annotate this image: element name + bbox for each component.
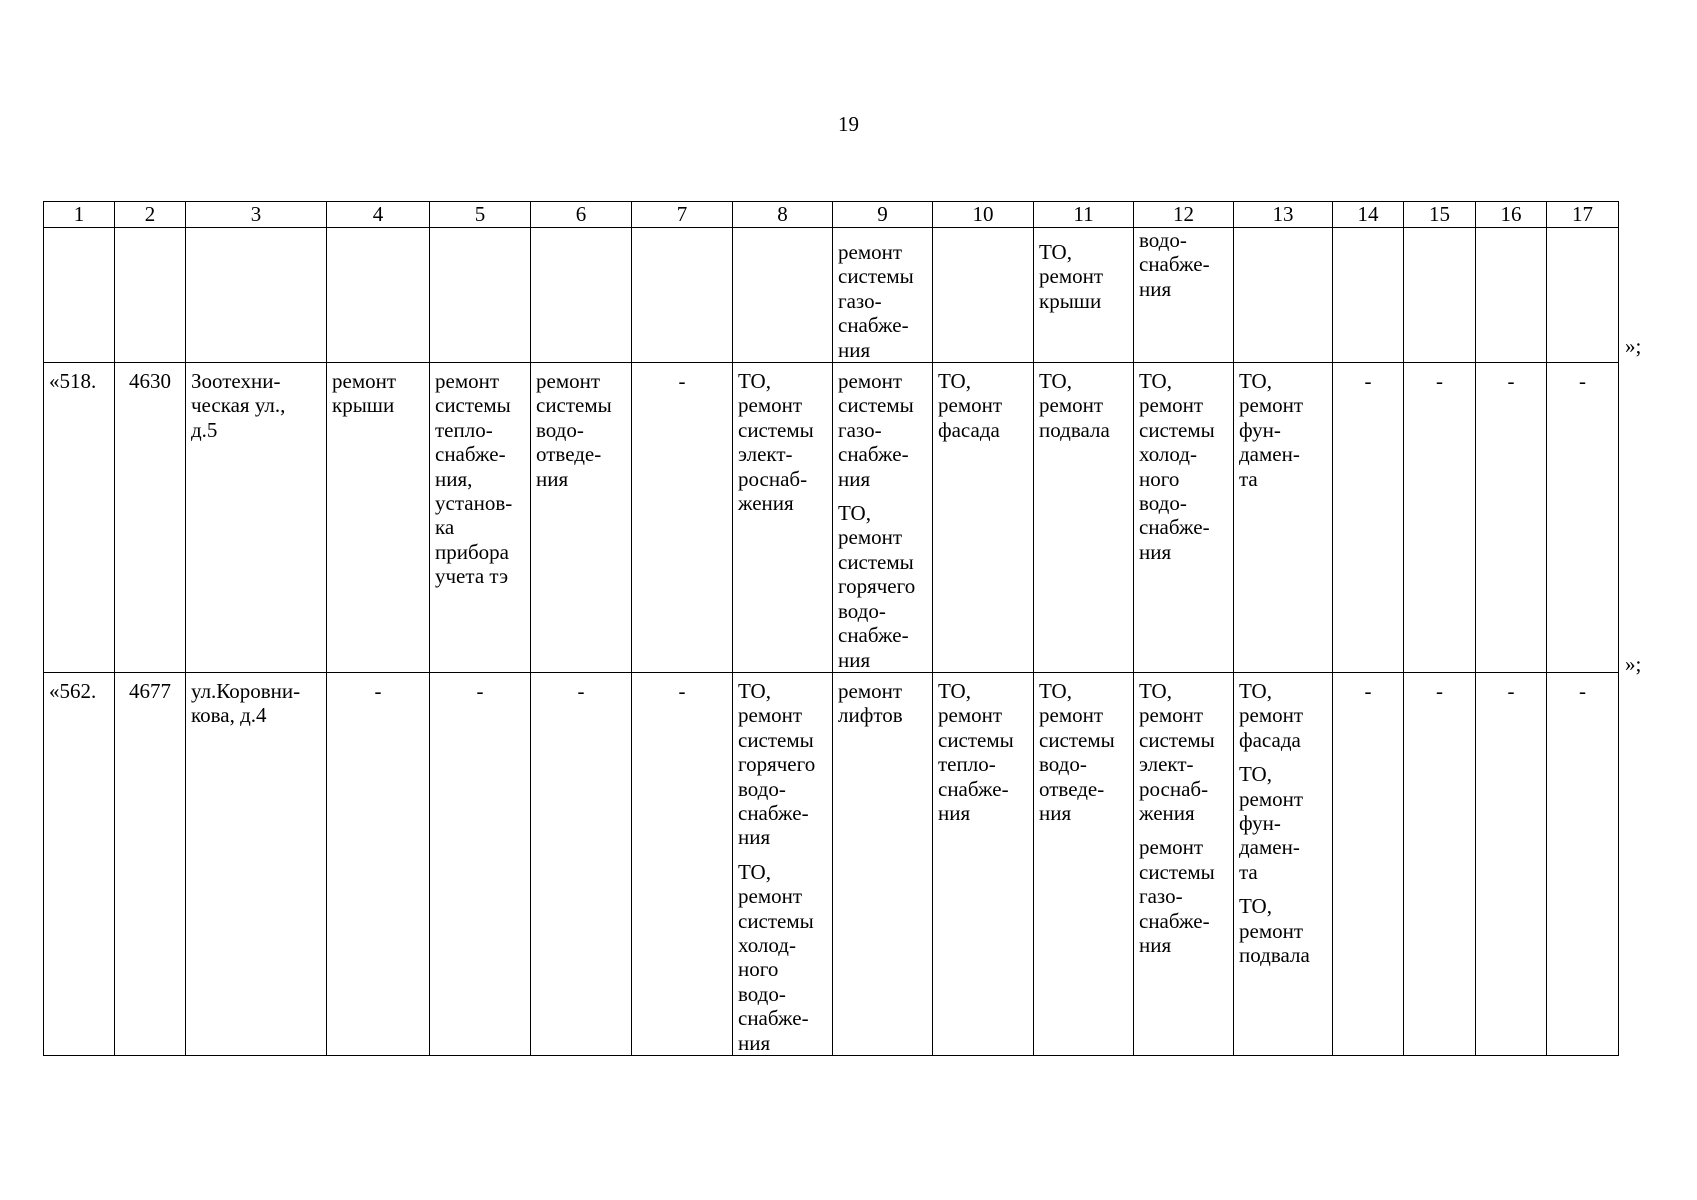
column-header-11: 11	[1034, 202, 1134, 228]
cell-entry: 4630	[129, 369, 171, 394]
table-cell-col-5	[430, 228, 531, 363]
column-header-16: 16	[1476, 202, 1547, 228]
cell-entry: ремонт крыши	[332, 369, 397, 418]
table-cell-col-2	[115, 228, 186, 363]
table-cell-col-7	[632, 363, 733, 673]
table-cell-col-16	[1476, 672, 1547, 1055]
table-cell-col-1	[44, 363, 115, 673]
cell-entry: -	[1507, 369, 1515, 394]
cell-entry: ТО, ремонт системы холод- ного водо- снабже- ния	[1139, 369, 1215, 564]
cell-entry: ремонт системы газо- снабже- ния	[1139, 835, 1215, 957]
cell-entry: ремонт системы газо- снабже- ния	[838, 240, 914, 362]
page-number: 19	[838, 112, 859, 136]
cell-entry: -	[577, 678, 585, 703]
cell-entry: ТО, ремонт фасада	[1239, 678, 1304, 752]
cell-entry: ремонт системы газо- снабже- ния	[838, 369, 914, 491]
column-header-15: 15	[1404, 202, 1476, 228]
column-header-10: 10	[933, 202, 1034, 228]
cell-entry: -	[476, 678, 484, 703]
column-header-14: 14	[1333, 202, 1404, 228]
cell-entry: -	[1579, 678, 1586, 703]
cell-entry: -	[1436, 369, 1443, 394]
column-header-12: 12	[1134, 202, 1234, 228]
table-cell-col-1	[44, 672, 115, 1055]
table-cell-col-4	[327, 363, 430, 673]
column-number-header-row	[44, 202, 1619, 228]
row-end-mark: »;	[1625, 334, 1642, 358]
cell-entry: ТО, ремонт системы тепло- снабже- ния	[938, 678, 1014, 825]
table-cell-col-6	[531, 228, 632, 363]
table-cell-col-12	[1134, 363, 1234, 673]
table-cell-col-16	[1476, 363, 1547, 673]
table-cell-col-9	[833, 363, 933, 673]
column-header-7: 7	[632, 202, 733, 228]
table-cell-col-3	[186, 363, 327, 673]
table-cell-col-14	[1333, 363, 1404, 673]
table-cell-col-5	[430, 672, 531, 1055]
cell-entry: -	[1364, 678, 1372, 703]
cell-entry: ТО, ремонт системы горячего водо- снабже- ния	[738, 678, 816, 850]
row-end-mark: »;	[1625, 652, 1642, 676]
table-cell-col-15	[1404, 228, 1476, 363]
cell-entry: -	[1364, 369, 1372, 394]
table-row	[44, 228, 1619, 363]
table-cell-col-7	[632, 672, 733, 1055]
table-cell-col-6	[531, 363, 632, 673]
table-cell-col-2	[115, 672, 186, 1055]
table-cell-col-16	[1476, 228, 1547, 363]
cell-entry: -	[678, 678, 686, 703]
table-cell-col-2	[115, 363, 186, 673]
table-cell-col-4	[327, 228, 430, 363]
table-cell-col-4	[327, 672, 430, 1055]
table-cell-col-7	[632, 228, 733, 363]
table-row	[44, 363, 1619, 673]
table-cell-col-10	[933, 363, 1034, 673]
column-header-17: 17	[1547, 202, 1619, 228]
cell-entry: Зоотехни- ческая ул., д.5	[191, 369, 286, 442]
cell-entry: -	[374, 678, 382, 703]
table-cell-col-13	[1234, 228, 1333, 363]
table-cell-col-17	[1547, 228, 1619, 363]
column-header-5: 5	[430, 202, 531, 228]
cell-entry: -	[678, 369, 686, 394]
cell-entry: ремонт лифтов	[838, 678, 903, 728]
cell-entry: 4677	[129, 678, 171, 703]
column-header-1: 1	[44, 202, 115, 228]
cell-entry: ремонт системы тепло- снабже- ния, установ- ка прибора учета тэ	[435, 369, 513, 589]
cell-entry: ТО, ремонт крыши	[1039, 240, 1104, 313]
cell-entry: ТО, ремонт подвала	[1039, 369, 1110, 442]
column-header-3: 3	[186, 202, 327, 228]
table-cell-col-14	[1333, 228, 1404, 363]
table-cell-col-12	[1134, 672, 1234, 1055]
cell-entry: ремонт системы водо- отведе- ния	[536, 369, 612, 491]
cell-entry: ТО, ремонт системы горячего водо- снабже- ния	[838, 501, 916, 672]
table-cell-col-9	[833, 672, 933, 1055]
table-cell-col-6	[531, 672, 632, 1055]
table-cell-col-13	[1234, 363, 1333, 673]
cell-entry: ТО, ремонт системы элект- роснаб- жения	[738, 369, 814, 516]
column-header-6: 6	[531, 202, 632, 228]
table-cell-col-17	[1547, 363, 1619, 673]
table-cell-col-11	[1034, 672, 1134, 1055]
cell-entry: ТО, ремонт фун- дамен- та	[1239, 762, 1304, 884]
table-cell-col-12	[1134, 228, 1234, 363]
cell-entry: ул.Коровни- кова, д.4	[191, 678, 301, 728]
cell-entry: ТО, ремонт системы холод- ного водо- снабже- ния	[738, 859, 814, 1055]
table-cell-col-11	[1034, 228, 1134, 363]
column-header-4: 4	[327, 202, 430, 228]
repair-schedule-table	[43, 201, 1619, 1056]
table-cell-col-14	[1333, 672, 1404, 1055]
table-cell-col-8	[733, 672, 833, 1055]
column-header-2: 2	[115, 202, 186, 228]
table-cell-col-1	[44, 228, 115, 363]
table-cell-col-11	[1034, 363, 1134, 673]
cell-entry: ТО, ремонт фун- дамен- та	[1239, 369, 1304, 491]
table-cell-col-10	[933, 672, 1034, 1055]
table-cell-col-5	[430, 363, 531, 673]
table-row	[44, 672, 1619, 1055]
table-cell-col-15	[1404, 672, 1476, 1055]
cell-entry: ТО, ремонт фасада	[938, 369, 1003, 442]
table-cell-col-17	[1547, 672, 1619, 1055]
table-cell-col-10	[933, 228, 1034, 363]
table-cell-col-3	[186, 672, 327, 1055]
table-cell-col-8	[733, 363, 833, 673]
table-cell-col-9	[833, 228, 933, 363]
table-cell-col-8	[733, 228, 833, 363]
table-cell-col-13	[1234, 672, 1333, 1055]
column-header-13: 13	[1234, 202, 1333, 228]
cell-entry: водо- снабже- ния	[1139, 228, 1210, 301]
cell-entry: -	[1579, 369, 1586, 394]
cell-entry: -	[1436, 678, 1443, 703]
column-header-9: 9	[833, 202, 933, 228]
column-header-8: 8	[733, 202, 833, 228]
table-cell-col-15	[1404, 363, 1476, 673]
table-cell-col-3	[186, 228, 327, 363]
cell-entry: ТО, ремонт подвала	[1239, 894, 1310, 967]
cell-entry: ТО, ремонт системы водо- отведе- ния	[1039, 678, 1115, 825]
cell-entry: ТО, ремонт системы элект- роснаб- жения	[1139, 678, 1215, 825]
cell-entry: «562.	[49, 678, 97, 703]
cell-entry: «518.	[49, 369, 97, 394]
cell-entry: -	[1507, 678, 1515, 703]
